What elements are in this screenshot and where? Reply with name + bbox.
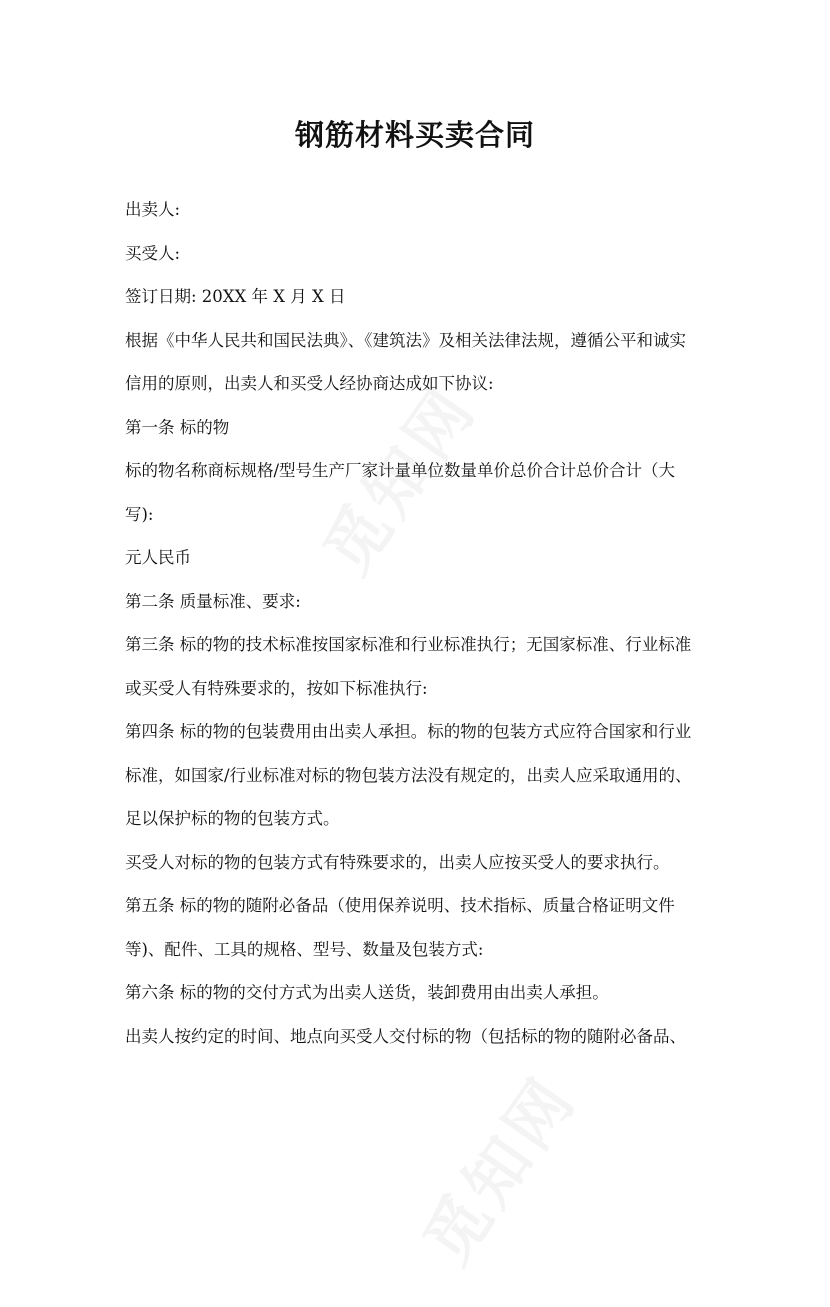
paragraph-line: 信用的原则，出卖人和买受人经协商达成如下协议:: [125, 374, 494, 393]
paragraph-line: 第三条 标的物的技术标准按国家标准和行业标准执行；无国家标准、行业标准: [125, 635, 692, 654]
paragraph-line: 标的物名称商标规格/型号生产厂家计量单位数量单价总价合计总价合计（大: [125, 461, 676, 480]
paragraph-line: 等)、配件、工具的规格、型号、数量及包装方式:: [125, 939, 484, 959]
paragraph-line: 出卖人按约定的时间、地点向买受人交付标的物（包括标的物的随附必备品、: [125, 1026, 686, 1046]
paragraph-line: 出卖人:: [125, 200, 181, 219]
paragraph-line: 根据《中华人民共和国民法典》、《建筑法》及相关法律法规，遵循公平和诚实: [125, 330, 686, 350]
document-body: [125, 188, 715, 1058]
paragraph-line: 第五条 标的物的随附必备品（使用保养说明、技术指标、质量合格证明文件: [125, 896, 675, 915]
paragraph-line: 买受人:: [125, 243, 181, 263]
paragraph-line: 签订日期: 20XX 年 X 月 X 日: [125, 287, 346, 306]
paragraph-line: 写):: [125, 504, 154, 524]
paragraph-line: 标准，如国家/行业标准对标的物包装方法没有规定的，出卖人应采取通用的、: [125, 765, 692, 785]
paragraph-line: 第二条 质量标准、要求:: [125, 591, 301, 611]
paragraph-line: 或买受人有特殊要求的，按如下标准执行:: [125, 678, 428, 698]
paragraph-line: 第六条 标的物的交付方式为出卖人送货，装卸费用由出卖人承担。: [125, 983, 609, 1002]
document-title: 钢筋材料买卖合同: [294, 118, 535, 152]
paragraph-line: 买受人对标的物的包装方式有特殊要求的，出卖人应按买受人的要求执行。: [125, 852, 670, 872]
paragraph-line: 第四条 标的物的包装费用由出卖人承担。标的物的包装方式应符合国家和行业: [125, 722, 692, 741]
paragraph-line: 元人民币: [125, 548, 191, 567]
paragraph-line: 第一条 标的物: [125, 417, 230, 437]
paragraph-line: 足以保护标的物的包装方式。: [125, 809, 340, 828]
